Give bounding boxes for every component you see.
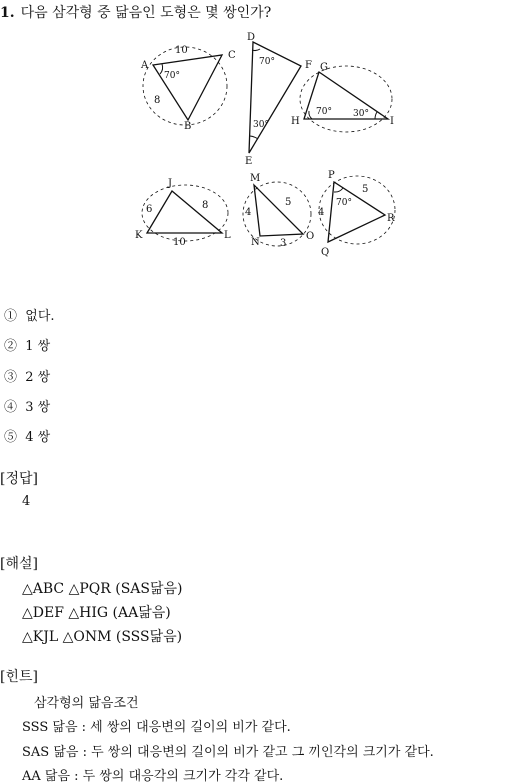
label-h: H [291, 116, 300, 127]
measure-jl: 8 [202, 200, 209, 211]
measure-kl: 10 [173, 237, 186, 248]
explanation-line: △KJL △ONM (SSS닮음) [22, 629, 183, 645]
label-o: O [306, 231, 315, 242]
label-i: I [390, 116, 394, 127]
measure-ab: 8 [154, 95, 161, 106]
circle-pqr [319, 176, 395, 244]
measure-angle-d: 70° [259, 57, 275, 67]
measure-pr: 5 [362, 184, 369, 195]
measure-mo: 5 [285, 197, 292, 208]
label-b: B [184, 121, 192, 132]
triangle-mno [254, 185, 303, 236]
option-marker: ② [4, 339, 18, 354]
label-a: A [141, 60, 149, 71]
triangle-def [249, 42, 301, 153]
label-p: P [328, 170, 335, 181]
triangle-pqr [328, 182, 385, 242]
label-e: E [245, 156, 253, 167]
label-j: J [168, 178, 173, 189]
question-text: 다음 삼각형 중 닮음인 도형은 몇 쌍인가? [20, 5, 272, 21]
option-2[interactable] [4, 335, 50, 354]
measure-mn: 4 [245, 207, 252, 218]
explanation-line: △ABC △PQR (SAS닮음) [22, 581, 183, 597]
option-marker: ① [4, 309, 18, 324]
hint-title: 삼각형의 닮음조건 [34, 696, 139, 711]
option-marker: ④ [4, 400, 18, 415]
label-n: N [251, 237, 260, 248]
measure-angle-a: 70° [164, 71, 180, 81]
question-number: 1. [0, 5, 15, 21]
option-5[interactable] [4, 426, 50, 445]
measure-ac: 10 [175, 45, 188, 56]
measure-kj: 6 [146, 204, 153, 215]
triangle-kjl [147, 191, 222, 233]
option-text: 1 쌍 [25, 339, 51, 354]
option-marker: ③ [4, 370, 18, 385]
option-text: 2 쌍 [25, 370, 51, 385]
circle-hig [300, 66, 392, 132]
label-f: F [305, 60, 312, 71]
option-marker: ⑤ [4, 430, 18, 445]
hint-line: SAS 닮음 : 두 쌍의 대응변의 길이의 비가 같고 그 끼인각의 크기가 같다. [22, 745, 434, 760]
hint-line: SSS 닮음 : 세 쌍의 대응변의 길이의 비가 같다. [22, 720, 291, 735]
measure-angle-p: 70° [336, 198, 352, 208]
label-k: K [135, 230, 143, 241]
answer-value: 4 [22, 494, 31, 509]
measure-pq: 4 [318, 207, 325, 218]
option-1[interactable] [4, 305, 55, 324]
option-text: 3 쌍 [25, 400, 51, 415]
triangles-figure [0, 0, 525, 300]
explanation-line: △DEF △HIG (AA닮음) [22, 605, 171, 621]
answer-heading: [정답] [0, 471, 38, 487]
label-l: L [224, 230, 231, 241]
measure-angle-i: 30° [353, 109, 369, 119]
measure-angle-h: 70° [316, 107, 332, 117]
label-c: C [228, 50, 236, 61]
measure-no: 3 [280, 238, 287, 249]
label-q: Q [321, 247, 330, 258]
option-text: 4 쌍 [25, 430, 51, 445]
hint-line: AA 닮음 : 두 쌍의 대응각의 크기가 각각 같다. [22, 769, 284, 784]
option-3[interactable] [4, 366, 50, 385]
triangle-abc [153, 55, 222, 120]
measure-angle-e: 30° [253, 120, 269, 130]
explanation-heading: [해설] [0, 556, 38, 572]
label-g: G [320, 62, 328, 73]
option-4[interactable] [4, 396, 50, 415]
hint-heading: [힌트] [0, 669, 38, 685]
circle-abc [143, 47, 227, 125]
option-text: 없다. [25, 309, 55, 324]
label-d: D [247, 32, 256, 43]
label-m: M [250, 173, 261, 184]
label-r: R [387, 213, 395, 224]
